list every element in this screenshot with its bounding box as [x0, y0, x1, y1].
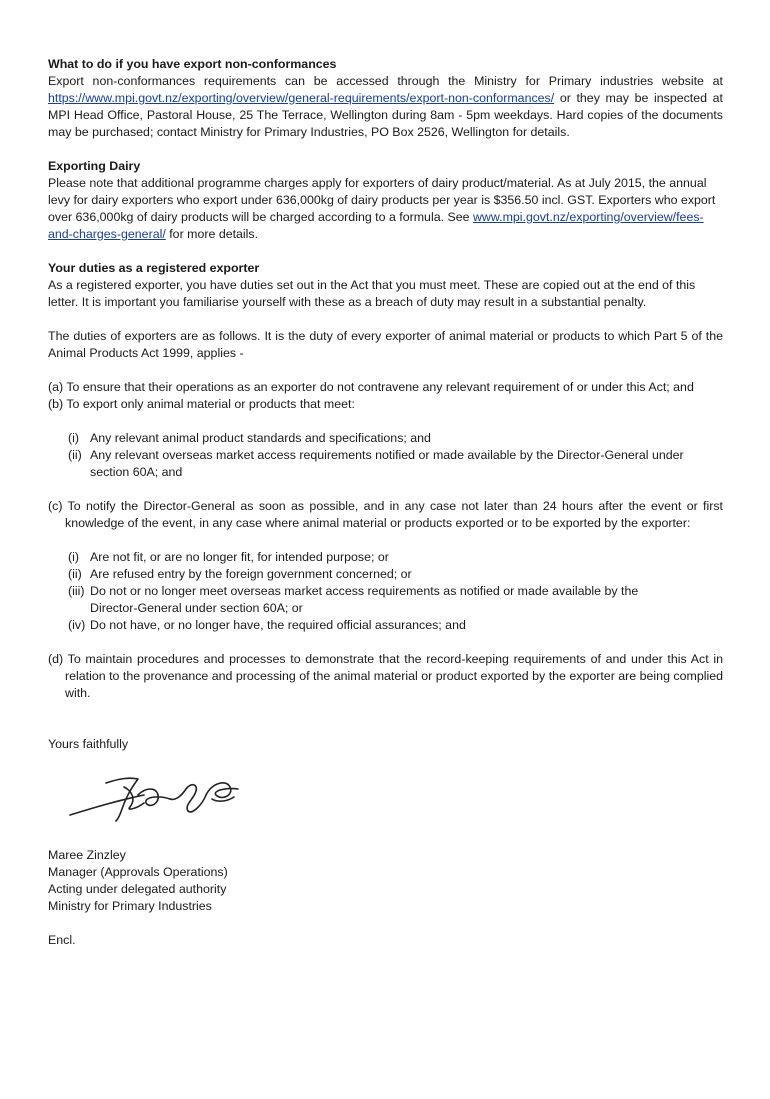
duty-b-sub-2: (ii) Any relevant overseas market access requirements notified or made available by the Director-General under section 60A; and	[68, 448, 684, 479]
dairy-heading: Exporting Dairy	[48, 159, 141, 173]
signature-scribble	[66, 765, 246, 825]
signatory-authority: Acting under delegated authority	[48, 882, 227, 896]
letter-page	[48, 56, 723, 949]
nonconformances-text: Export non-conformances requirements can be accessed through the Ministry for Primary industries website at https://www.mpi.govt.nz/exporting/overview/general-requirements/export-non-conformances/ or they may be inspected at MPI Head Office, Pastoral House, 25 The Terrace, Wellington during 8am - 5pm weekdays. Hard copies of the documents may be purchased; contact Ministry for Primary Industries, PO Box 2526, Wellington for details.	[48, 74, 723, 139]
nonconformances-link[interactable]: https://www.mpi.govt.nz/exporting/overview/general-requirements/export-non-conformances/	[48, 91, 555, 105]
duty-a: (a) To ensure that their operations as an exporter do not contravene any relevant requirement of or under this Act; and	[48, 380, 694, 394]
fees-charges-link[interactable]: www.mpi.govt.nz/exporting/overview/fees-and-charges-general/	[48, 210, 704, 241]
duty-c-sub-2: (ii) Are refused entry by the foreign government concerned; or	[68, 567, 412, 581]
enclosure-note: Encl.	[48, 933, 76, 947]
duty-c-sublist	[68, 549, 723, 634]
signatory-block	[48, 847, 723, 915]
signatory-title: Manager (Approvals Operations)	[48, 865, 228, 879]
nonconformances-heading: What to do if you have export non-conformances	[48, 57, 337, 71]
duty-d: (d) To maintain procedures and processes to demonstrate that the record-keeping requirements of and under this Act in relation to the provenance and processing of the animal material or product exported by the exporter are being complied with.	[48, 652, 723, 700]
section-duties	[48, 260, 723, 702]
duty-c-sub-1: (i) Are not fit, or are no longer fit, for intended purpose; or	[68, 550, 389, 564]
signatory-organisation: Ministry for Primary Industries	[48, 899, 212, 913]
duties-lead: The duties of exporters are as follows. It is the duty of every exporter of animal material or products to which Part 5 of the Animal Products Act 1999, applies -	[48, 329, 723, 360]
duty-c-sub-3: (iii) Do not or no longer meet overseas market access requirements as notified or made available by the Director-General under section 60A; or	[68, 584, 639, 615]
duty-b-sub-1: (i) Any relevant animal product standards and specifications; and	[68, 431, 431, 445]
duty-c: (c) To notify the Director-General as soon as possible, and in any case not later than 24 hours after the event or first knowledge of the event, in any case where animal material or products exported or to be exported by the exporter:	[48, 499, 723, 530]
duties-intro: As a registered exporter, you have duties set out in the Act that you must meet. These are copied out at the end of this letter. It is important you familiarise yourself with these as a breach of duty may result in a substantial penalty.	[48, 278, 696, 309]
signatory-name: Maree Zinzley	[48, 848, 126, 862]
signature-image	[66, 765, 246, 825]
duty-c-sub-4: (iv) Do not have, or no longer have, the required official assurances; and	[68, 618, 466, 632]
closing	[48, 736, 723, 949]
salutation: Yours faithfully	[48, 737, 129, 751]
section-nonconformances	[48, 56, 723, 141]
dairy-text: Please note that additional programme charges apply for exporters of dairy product/material. As at July 2015, the annual levy for dairy exporters who export under 636,000kg of dairy products per year is $356.50 incl. GST. Exporters who export over 636,000kg of dairy products will be charged according to a formula. See www.mpi.govt.nz/exporting/overview/fees-and-charges-general/ for more details.	[48, 176, 716, 241]
section-dairy	[48, 158, 723, 243]
duties-heading: Your duties as a registered exporter	[48, 261, 260, 275]
duty-b-sublist	[68, 430, 723, 481]
duty-b: (b) To export only animal material or products that meet:	[48, 397, 355, 411]
